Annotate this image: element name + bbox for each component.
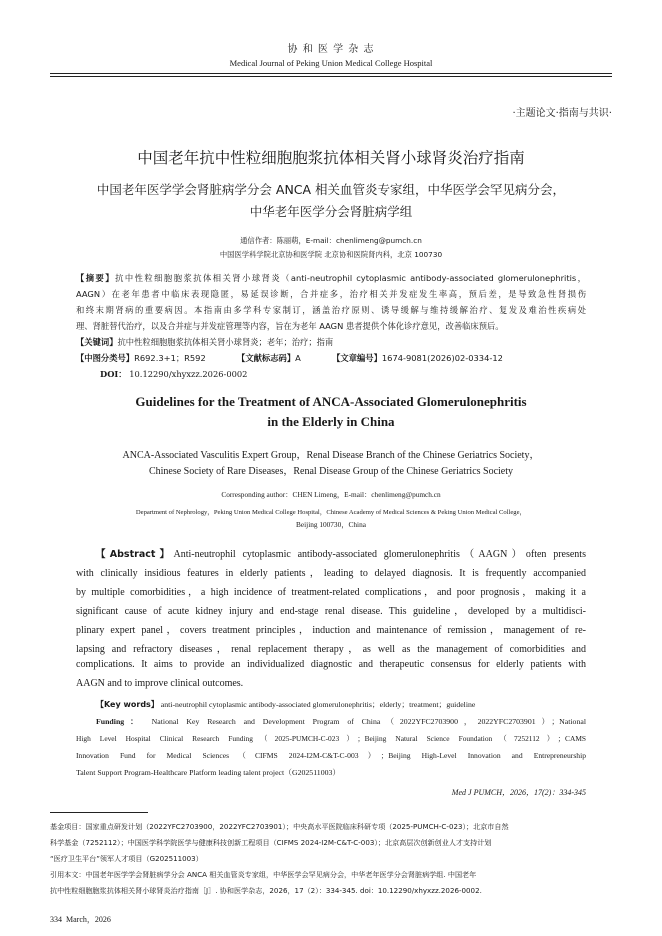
column-label: ·主题论文·指南与共识·: [512, 108, 612, 119]
clc-value: R692.3+1；R592: [134, 353, 206, 363]
title-en-line-2: in the Elderly in China: [267, 414, 395, 429]
footnote-cite-line-1: 引用本文：中国老年医学学会肾脏病学分会 ANCA 相关血管炎专家组，中华医学会罕见病分会，中华老年医学分会肾脏病学组. 中国老年: [50, 870, 477, 879]
title-en-line-1: Guidelines for the Treatment of ANCA-Associated Glomerulonephritis: [135, 394, 527, 409]
abstract-en-line-6: lapsing and refractory diseases，renal replacement therapy，as well as the management of comorbidities and: [76, 644, 586, 655]
authors-en-line-2: Chinese Society of Rare Diseases，Renal Disease Group of the Chinese Geriatrics Society: [148, 466, 514, 477]
footnote-rule: [50, 812, 148, 813]
authors-cn-line-2: 中华老年医学分会肾脏病学组: [249, 204, 413, 219]
authors-cn-line-1: 中国老年医学学会肾脏病学分会 ANCA 相关血管炎专家组，中华医学会罕见病分会，: [96, 182, 566, 197]
doi-row: DOI： 10.12290/xhyxzz.2026-0002: [100, 369, 248, 379]
citation-short: Med J PUMCH，2026，17(2)：334-345: [451, 788, 586, 797]
funding-en-line-1: Funding： National Key Research and Development Program of China（2022YFC2703900，2022YFC2703901）；National: [96, 717, 586, 726]
abstract-cn-line-1: 【摘要】抗中性粒细胞胞浆抗体相关肾小球肾炎（anti-neutrophil cytoplasmic antibody-associated glomerulonephritis，: [76, 273, 586, 283]
abstract-cn-line-3: 和终末期肾病的重要病因。本指南由多学科专家制订，涵盖治疗原则、诱导缓解与维持缓解治疗、复发及难治性疾病处: [76, 305, 586, 315]
footnote-funding-line-2: 科学基金（7252112）；中国医学科学院医学与健康科技创新工程项目（CIFMS 2024-I2M-C&T-C-003）；北京高层次创新创业人才支持计划: [50, 838, 492, 847]
keywords-cn: 【关键词】抗中性粒细胞胞浆抗体相关肾小球肾炎；老年；治疗；指南: [76, 337, 334, 347]
journal-name-en: Medical Journal of Peking Union Medical College Hospital: [229, 58, 433, 68]
abstract-cn-line-4: 理、肾脏替代治疗，以及合并症与并发症管理等内容，旨在为老年 AAGN 患者提供个体化诊疗意见，改善临床预后。: [76, 321, 504, 331]
abstract-cn-line-2: AAGN）在老年患者中临床表现隐匿，易延误诊断，合并症多，治疗相关并发症发生率高，预后差，是导致急性肾损伤: [76, 289, 586, 299]
doc-code-value: A: [295, 353, 301, 363]
funding-en-line-4: Talent Support Program-Healthcare Platform leading talent project（G202511003）: [76, 768, 341, 777]
affiliation-en-line-2: Beijing 100730，China: [296, 520, 366, 529]
funding-en-line-2: High Level Hospital Clinical Research Funding（2025-PUMCH-C-023）；Beijing Natural Science Foundation（7252112）；CAMS: [76, 734, 586, 743]
classification-row: 【中图分类号】R692.3+1；R592 【文献标志码】A 【文章编号】1674-9081(2026)02-0334-12: [76, 353, 503, 363]
journal-name-cn: 协 和 医 学 杂 志: [287, 44, 375, 55]
header-rule-thin: [50, 76, 612, 77]
footnote-funding-line-3: “医疗卫生平台”领军人才项目（G202511003）: [50, 854, 203, 863]
abstract-en-line-4: significant cause of acute kidney injury and end-stage renal disease. This guideline，developed by a multidisci-: [76, 606, 586, 617]
correspondence-en: Corresponding author：CHEN Limeng，E-mail：chenlimeng@pumch.cn: [221, 490, 441, 499]
article-no-value: 1674-9081(2026)02-0334-12: [381, 353, 503, 363]
abstract-en-label: 【Abstract】: [96, 549, 174, 560]
abstract-cn-label: 【摘要】: [76, 273, 116, 283]
footnote-cite-line-2: 抗中性粒细胞胞浆抗体相关肾小球肾炎治疗指南［J］. 协和医学杂志，2026，17（2）：334-345. doi：10.12290/xhyxzz.2026-0002.: [50, 886, 482, 895]
page-footer: 334 March，2026: [50, 915, 111, 924]
header-rule: [50, 73, 612, 74]
affiliation-cn: 中国医学科学院北京协和医学院 北京协和医院肾内科，北京 100730: [219, 250, 443, 259]
correspondence-cn: 通信作者：陈丽萌，E-mail：chenlimeng@pumch.cn: [240, 236, 422, 245]
doi-value: 10.12290/xhyxzz.2026-0002: [129, 369, 248, 379]
keywords-en: 【Key words】 anti-neutrophil cytoplasmic antibody-associated glomerulonephritis；elderly；treatment；guideline: [96, 700, 476, 709]
title-cn: 中国老年抗中性粒细胞胞浆抗体相关肾小球肾炎治疗指南: [137, 149, 525, 167]
authors-en-line-1: ANCA-Associated Vasculitis Expert Group，Renal Disease Branch of the Chinese Geriatrics Society，: [122, 450, 540, 461]
affiliation-en-line-1: Department of Nephrology，Peking Union Medical College Hospital，Chinese Academy of Medical Sciences & Peking Union Medical College，: [135, 509, 527, 516]
abstract-en-line-3: by multiple comorbidities，a high incidence of treatment-related complications，and poor prognosis，making it a: [76, 587, 586, 598]
abstract-en-line-2: with clinically insidious features in elderly patients，leading to delayed diagnosis. It is frequently accompanied: [76, 568, 586, 579]
abstract-en-line-7: complications. It aims to provide an individualized diagnostic and therapeutic consensus for elderly patients with: [76, 659, 586, 670]
footnote-funding-line-1: 基金项目：国家重点研发计划（2022YFC2703900，2022YFC2703901）；中央高水平医院临床科研专项（2025-PUMCH-C-023）；北京市自然: [50, 822, 509, 831]
abstract-en-line-5: plinary expert panel，covers treatment principles，induction and maintenance of remission，management of re-: [76, 625, 586, 636]
abstract-en-line-1: 【Abstract】Anti-neutrophil cytoplasmic antibody-associated glomerulonephritis（AAGN）often presents: [96, 549, 586, 560]
funding-en-line-3: Innovation Fund for Medical Sciences（CIFMS 2024-I2M-C&T-C-003）；Beijing High-Level Innovation and Entrepreneurship: [76, 751, 586, 760]
abstract-en-line-8: AAGN and to improve clinical outcomes.: [76, 678, 244, 689]
